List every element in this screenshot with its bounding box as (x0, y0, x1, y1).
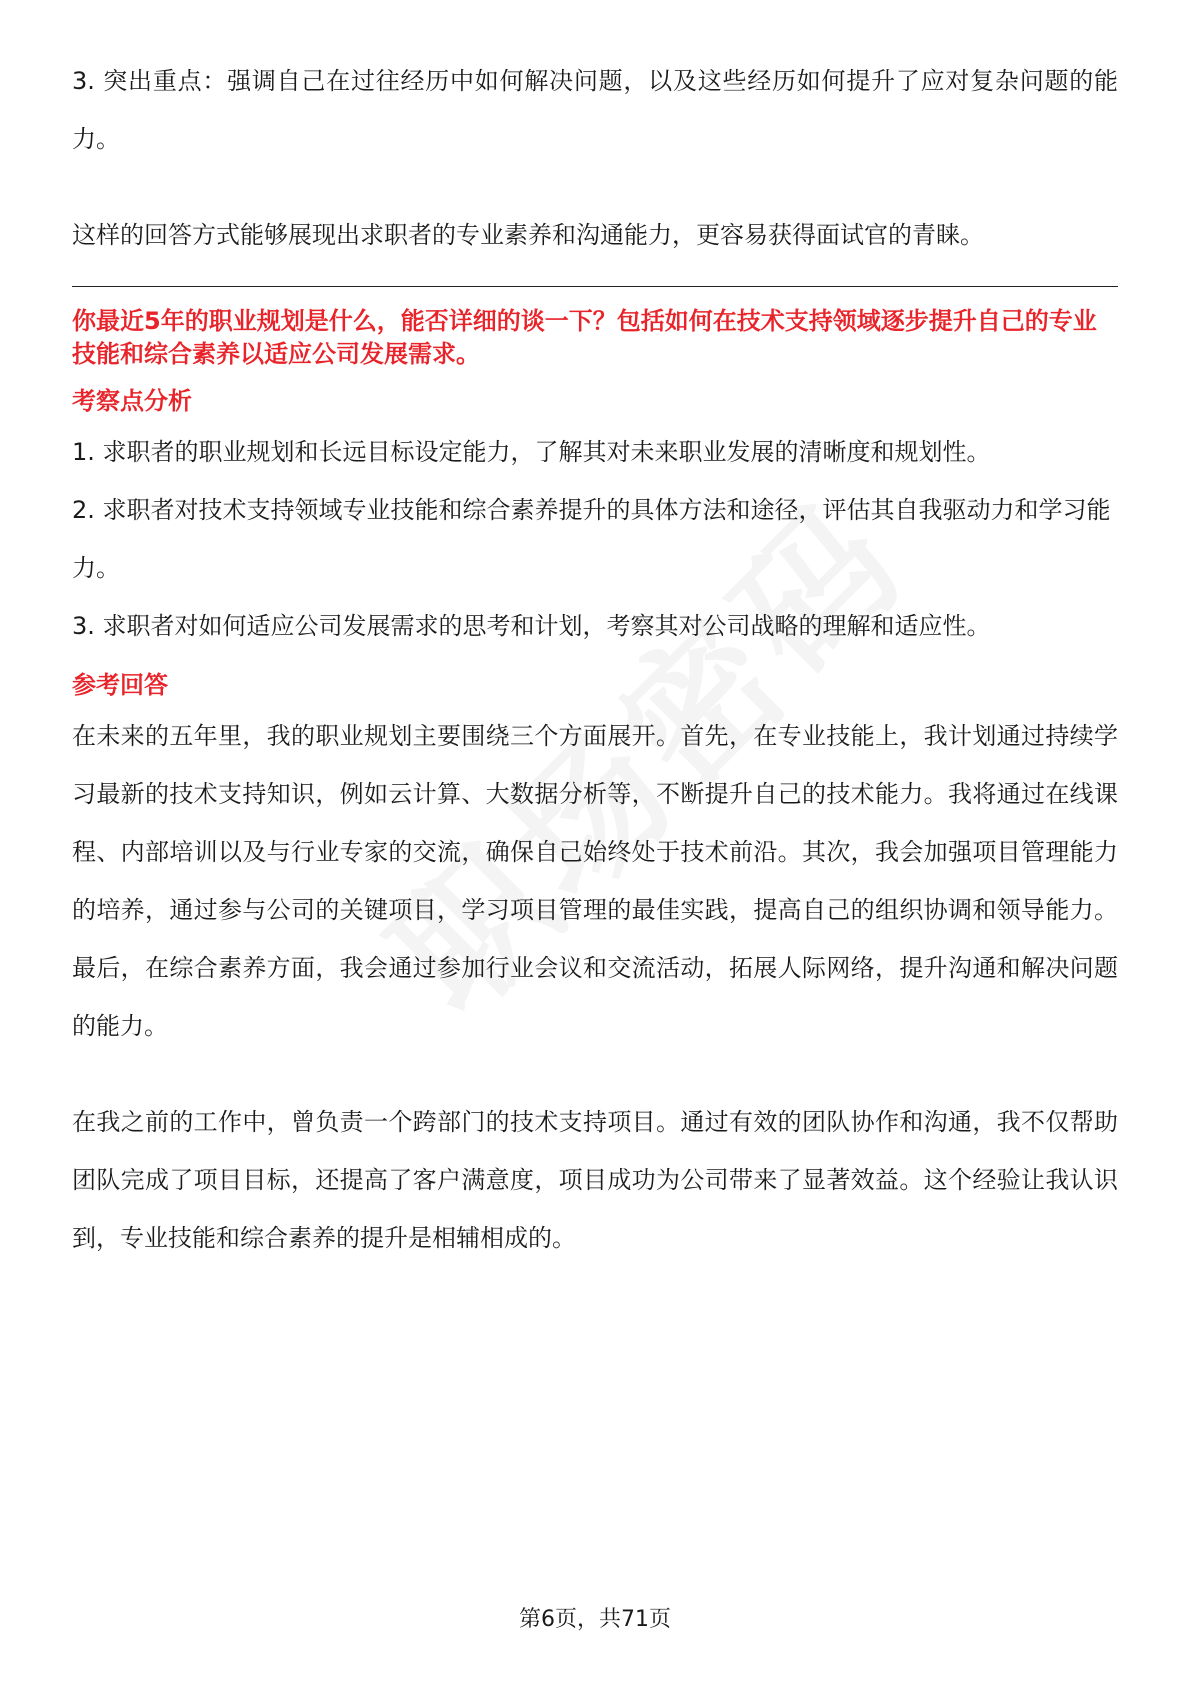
intro-summary: 这样的回答方式能够展现出求职者的专业素养和沟通能力，更容易获得面试官的青睐。 (72, 221, 984, 249)
intro-point-3: 3. 突出重点：强调自己在过往经历中如何解决问题，以及这些经历如何提升了应对复杂问题的能力。 (72, 67, 1118, 153)
answer-paragraph-2: 在我之前的工作中，曾负责一个跨部门的技术支持项目。通过有效的团队协作和沟通，我不仅帮助团队完成了项目目标，还提高了客户满意度，项目成功为公司带来了显著效益。这个经验让我认识到，专业技能和综合素养的提升是相辅相成的。 (72, 1108, 1118, 1252)
answer-paragraph-1: 在未来的五年里，我的职业规划主要围绕三个方面展开。首先，在专业技能上，我计划通过持续学习最新的技术支持知识，例如云计算、大数据分析等，不断提升自己的技术能力。我将通过在线课程、内部培训以及与行业专家的交流，确保自己始终处于技术前沿。其次，我会加强项目管理能力的培养，通过参与公司的关键项目，学习项目管理的最佳实践，提高自己的组织协调和领导能力。最后，在综合素养方面，我会通过参加行业会议和交流活动，拓展人际网络，提升沟通和解决问题的能力。 (72, 722, 1118, 1040)
analysis-item-3: 3. 求职者对如何适应公司发展需求的思考和计划，考察其对公司战略的理解和适应性。 (72, 612, 991, 640)
analysis-item-2: 2. 求职者对技术支持领域专业技能和综合素养提升的具体方法和途径，评估其自我驱动力和学习能力。 (72, 496, 1111, 582)
spacer (72, 168, 1118, 206)
answer-heading: 参考回答 (72, 671, 168, 699)
question-title: 你最近5年的职业规划是什么，能否详细的谈一下？包括如何在技术支持领域逐步提升自己的专业技能和综合素养以适应公司发展需求。 (72, 307, 1097, 368)
analysis-heading: 考察点分析 (72, 387, 192, 415)
spacer (72, 1055, 1118, 1093)
section-divider (72, 286, 1118, 287)
document-page (72, 52, 1118, 1267)
analysis-item-1: 1. 求职者的职业规划和长远目标设定能力，了解其对未来职业发展的清晰度和规划性。 (72, 438, 991, 466)
page-number: 第6页，共71页 (519, 1607, 671, 1632)
